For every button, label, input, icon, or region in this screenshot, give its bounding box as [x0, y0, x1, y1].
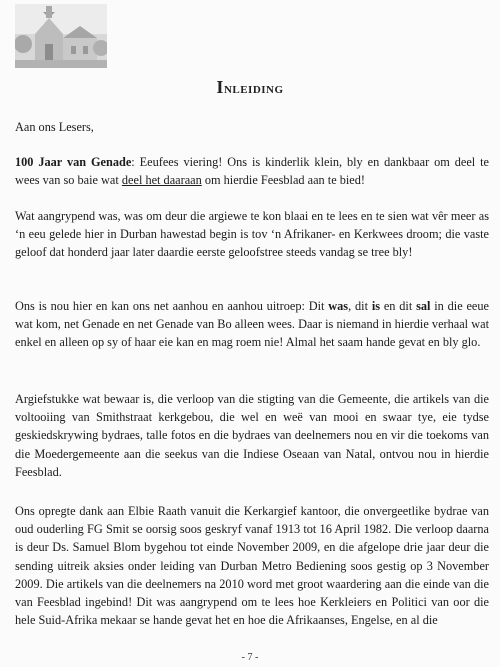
p1-text-a: : Eeufees viering! Ons is kinderlik klein, bly en dankbaar om deel te wees van so baie wat: [15, 155, 489, 188]
paragraph-4: Argiefstukke wat bewaar is, die verloop van die stigting van die Gemeente, die artikels van die voltooiing van Smithstraat kerkgebou, die wel en weë van mooi en swaar tye, eie tydse geskiedskrywing bydraes, talle fotos en die bydraes van deelnemers nou en vir die toekoms van die Moedergemeente aan die seekus van die Indiese Oseaan van Natal, ontvou nou in hierdie Feesblad.: [15, 392, 489, 479]
p1-text-b: om hierdie Feesblad aan te bied!: [201, 173, 365, 188]
page-title: Inleiding: [216, 77, 284, 97]
p1-underlined: deel het daaraan: [121, 173, 202, 188]
paragraph-3: [15, 297, 489, 352]
paragraph-1: [15, 153, 489, 189]
paragraph-2: Wat aangrypend was, was om deur die argiewe te kon blaai en te lees en te sien wat vêr meer as ‘n eeu gelede hier in Durban hawestad begin is tov ‘n Afrikaner- en Kerkwees droom; die vaste geloof dat honderd jaar later daardie eerste geloofstree steeds vandag se tree bly!: [15, 209, 489, 260]
paragraph-5: Ons opregte dank aan Elbie Raath vanuit die Kerkargief kantoor, die onvergeetlike bydrae van oud ouderling FG Smit se oorsig soos geskryf vanaf 1913 tot 16 April 1982. Die verloop daarna is deur Ds. Samuel Blom bygehou tot einde November 2009, en die afgelope drie jaar deur die sending uitreik aksies onder leiding van Durban Metro Bediening soos gestig op 3 November 2009. Die artikels van die deelnemers na 2010 word met groot waardering aan die einde van die van Feesblad ingebind! Dit was aangrypend om te lees hoe Kerkleiers en Politici van oor die hele Suid-Afrika mekaar se hande gevat het en hoe die Afrikaanses, Engelse, en al die: [15, 504, 489, 628]
p3-word-was: was: [328, 299, 349, 313]
p3-word-sal: sal: [416, 299, 431, 313]
church-photo: [15, 4, 107, 68]
p3-text-a: Ons is nou hier en kan ons net aanhou en aanhou uitroep: Dit: [15, 299, 329, 313]
p3-sep-2: en dit: [380, 299, 417, 313]
p3-sep-1: , dit: [348, 299, 372, 313]
page-number: - 7 -: [241, 652, 259, 663]
greeting: Aan ons Lesers,: [15, 120, 94, 134]
p1-lead: 100 Jaar van Genade: [15, 155, 132, 169]
p3-text-b: in die eeue wat kom, net Genade en net Genade van Bo alleen wees. Daar is niemand in hierdie verhaal wat enkel en alleen op sy of haar eie kan en mag roem nie! Almal het saam hande gevat en bly glo.: [15, 299, 489, 350]
p3-word-is: is: [371, 299, 381, 313]
